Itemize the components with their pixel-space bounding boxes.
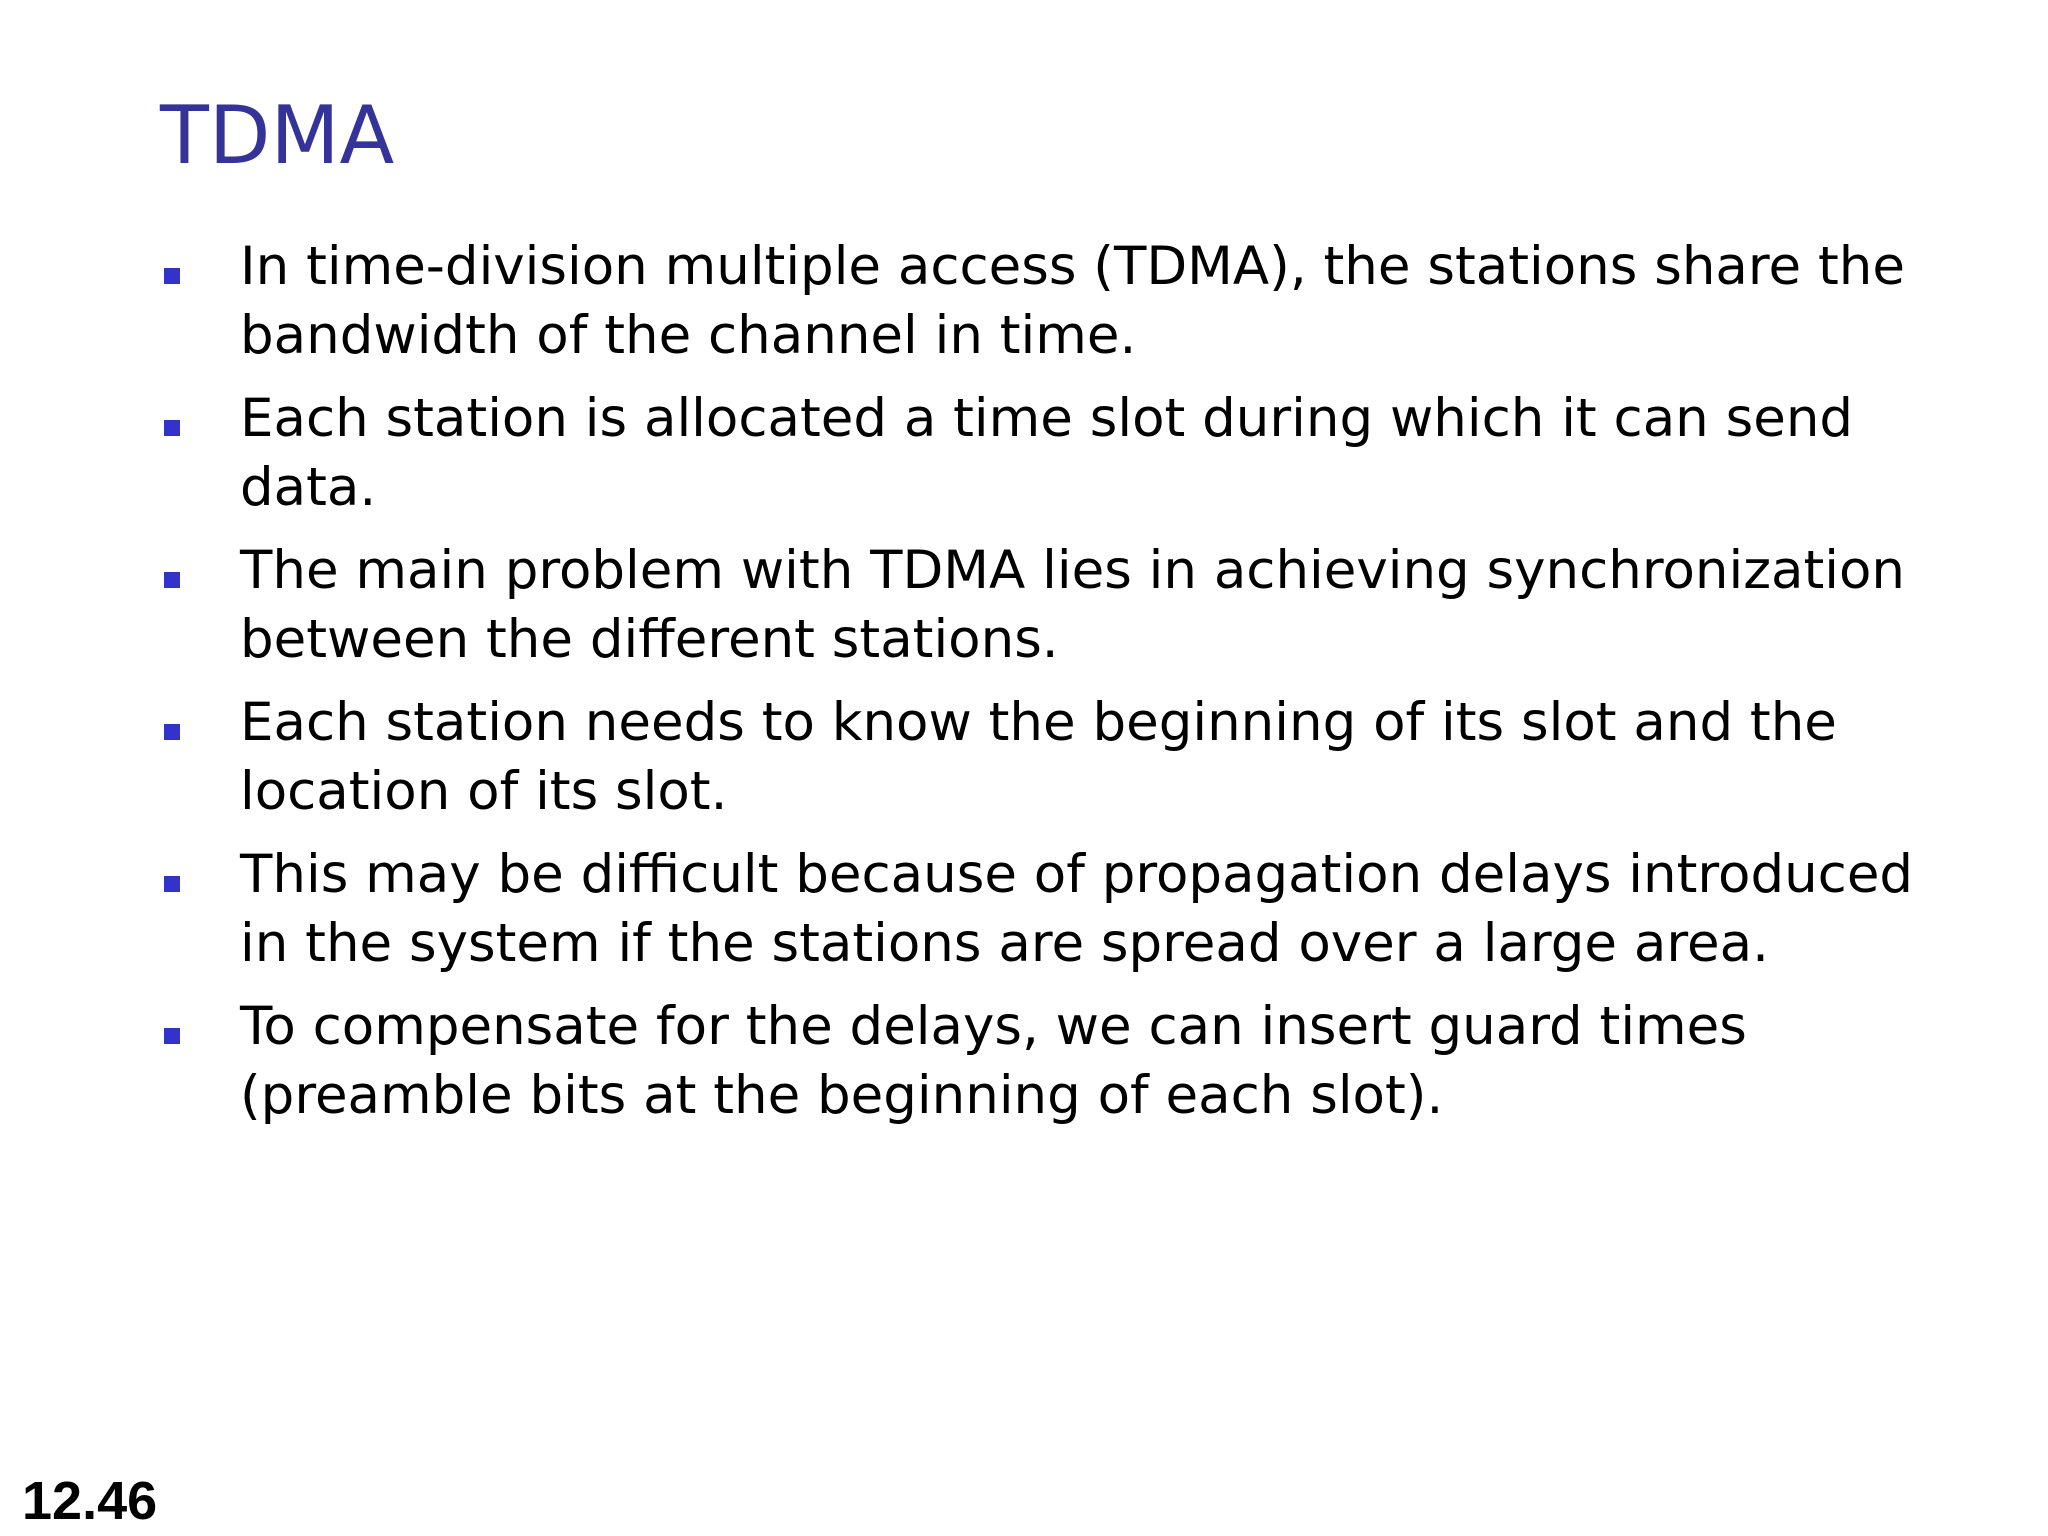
bullet-item [160,992,1920,1130]
bullet-text: Each station is allocated a time slot during which it can send data. [240,388,1854,518]
square-bullet-icon [164,420,180,436]
bullet-text: Each station needs to know the beginning of its slot and the location of its slot. [240,692,1837,822]
bullet-text: In time-division multiple access (TDMA), the stations share the bandwidth of the channel in time. [240,236,1905,366]
slide-title: TDMA [160,89,395,182]
bullet-item [160,536,1920,674]
square-bullet-icon [164,876,180,892]
bullet-list [160,232,1920,1144]
square-bullet-icon [164,724,180,740]
bullet-text: The main problem with TDMA lies in achieving synchronization between the different stations. [240,540,1906,670]
bullet-item [160,232,1920,370]
square-bullet-icon [164,1028,180,1044]
bullet-text: To compensate for the delays, we can insert guard times (preamble bits at the beginning of each slot). [240,996,1747,1126]
bullet-item [160,384,1920,522]
square-bullet-icon [164,268,180,284]
page-number: 12.46 [22,1471,158,1531]
square-bullet-icon [164,572,180,588]
bullet-item [160,688,1920,826]
bullet-text: This may be difficult because of propagation delays introduced in the system if the stations are spread over a large area. [240,844,1914,974]
bullet-item [160,840,1920,978]
